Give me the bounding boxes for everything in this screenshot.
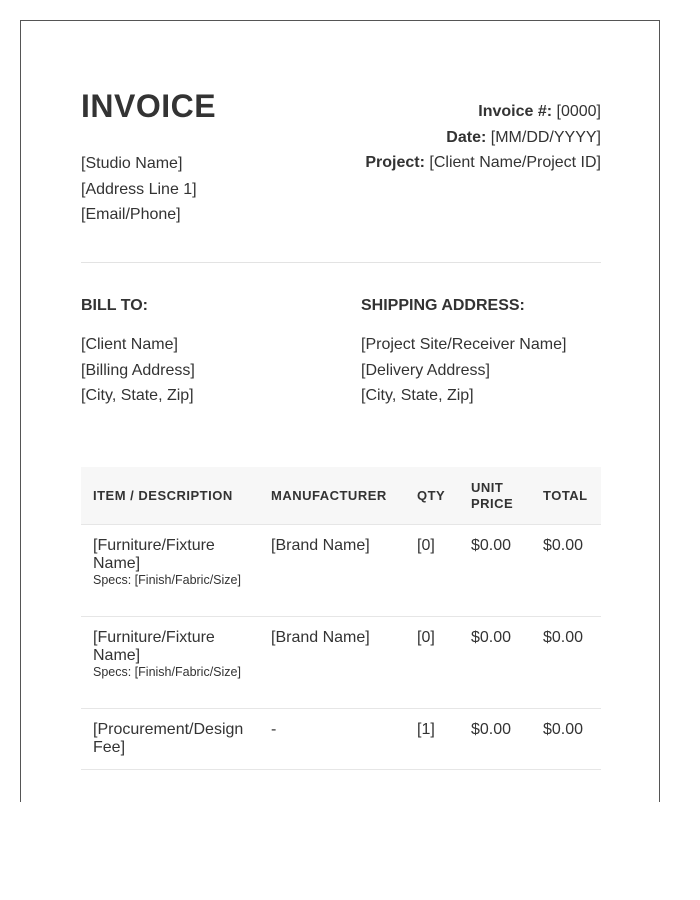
invoice-project-value: [Client Name/Project ID]: [429, 154, 601, 171]
item-specs: Specs: [Finish/Fabric/Size]: [93, 573, 241, 587]
invoice-number-value: [0000]: [556, 103, 601, 120]
invoice-meta: [365, 99, 601, 176]
header-divider: [81, 262, 601, 263]
shipping-line: [Delivery Address]: [361, 361, 490, 379]
qty-cell: [0]: [405, 525, 459, 617]
shipping-address: [361, 332, 601, 409]
bill-to-section: [81, 297, 341, 409]
studio-address: [Address Line 1]: [81, 180, 197, 198]
manufacturer-cell: [Brand Name]: [259, 525, 405, 617]
invoice-page: [20, 20, 660, 802]
studio-contact: [Email/Phone]: [81, 206, 181, 223]
item-specs: Specs: [Finish/Fabric/Size]: [93, 665, 241, 679]
invoice-project-label: Project:: [365, 154, 425, 171]
item-name: [Procurement/Design Fee]: [93, 721, 244, 756]
table-header-row: [81, 467, 601, 525]
bill-to-address: [81, 332, 341, 409]
table-row: [81, 525, 601, 617]
shipping-heading: SHIPPING ADDRESS:: [361, 297, 525, 314]
total-cell: $0.00: [531, 617, 601, 709]
header-total: TOTAL: [531, 467, 601, 525]
header-item: ITEM / DESCRIPTION: [81, 467, 259, 525]
shipping-line: [Project Site/Receiver Name]: [361, 336, 567, 353]
bill-to-line: [City, State, Zip]: [81, 387, 194, 404]
unit-price-cell: $0.00: [459, 617, 531, 709]
invoice-date-label: Date:: [446, 128, 487, 146]
item-cell: [81, 525, 259, 617]
item-cell: [81, 617, 259, 709]
invoice-number-label: Invoice #:: [478, 103, 553, 120]
header-manufacturer: MANUFACTURER: [259, 467, 405, 525]
invoice-number-row: [365, 99, 601, 125]
bill-to-line: [Billing Address]: [81, 361, 195, 379]
invoice-title: INVOICE: [81, 88, 217, 124]
bill-to-heading: BILL TO:: [81, 297, 148, 314]
studio-info: [81, 151, 197, 228]
manufacturer-cell: [Brand Name]: [259, 617, 405, 709]
line-items-table: [81, 467, 601, 770]
invoice-date-row: [365, 125, 601, 151]
table-row: [81, 617, 601, 709]
header-qty: QTY: [405, 467, 459, 525]
bill-to-line: [Client Name]: [81, 336, 178, 353]
table-row: [81, 709, 601, 770]
total-cell: $0.00: [531, 709, 601, 770]
total-cell: $0.00: [531, 525, 601, 617]
invoice-date-value: [MM/DD/YYYY]: [490, 128, 601, 146]
shipping-section: [361, 297, 601, 409]
studio-name: [Studio Name]: [81, 155, 183, 172]
header-unit-price: UNIT PRICE: [459, 467, 531, 525]
invoice-project-row: [365, 150, 601, 176]
unit-price-cell: $0.00: [459, 709, 531, 770]
item-name: [Furniture/Fixture Name]: [93, 629, 215, 664]
shipping-line: [City, State, Zip]: [361, 387, 474, 404]
qty-cell: [0]: [405, 617, 459, 709]
unit-price-cell: $0.00: [459, 525, 531, 617]
manufacturer-cell: -: [259, 709, 405, 770]
item-name: [Furniture/Fixture Name]: [93, 537, 215, 572]
item-cell: [81, 709, 259, 770]
qty-cell: [1]: [405, 709, 459, 770]
